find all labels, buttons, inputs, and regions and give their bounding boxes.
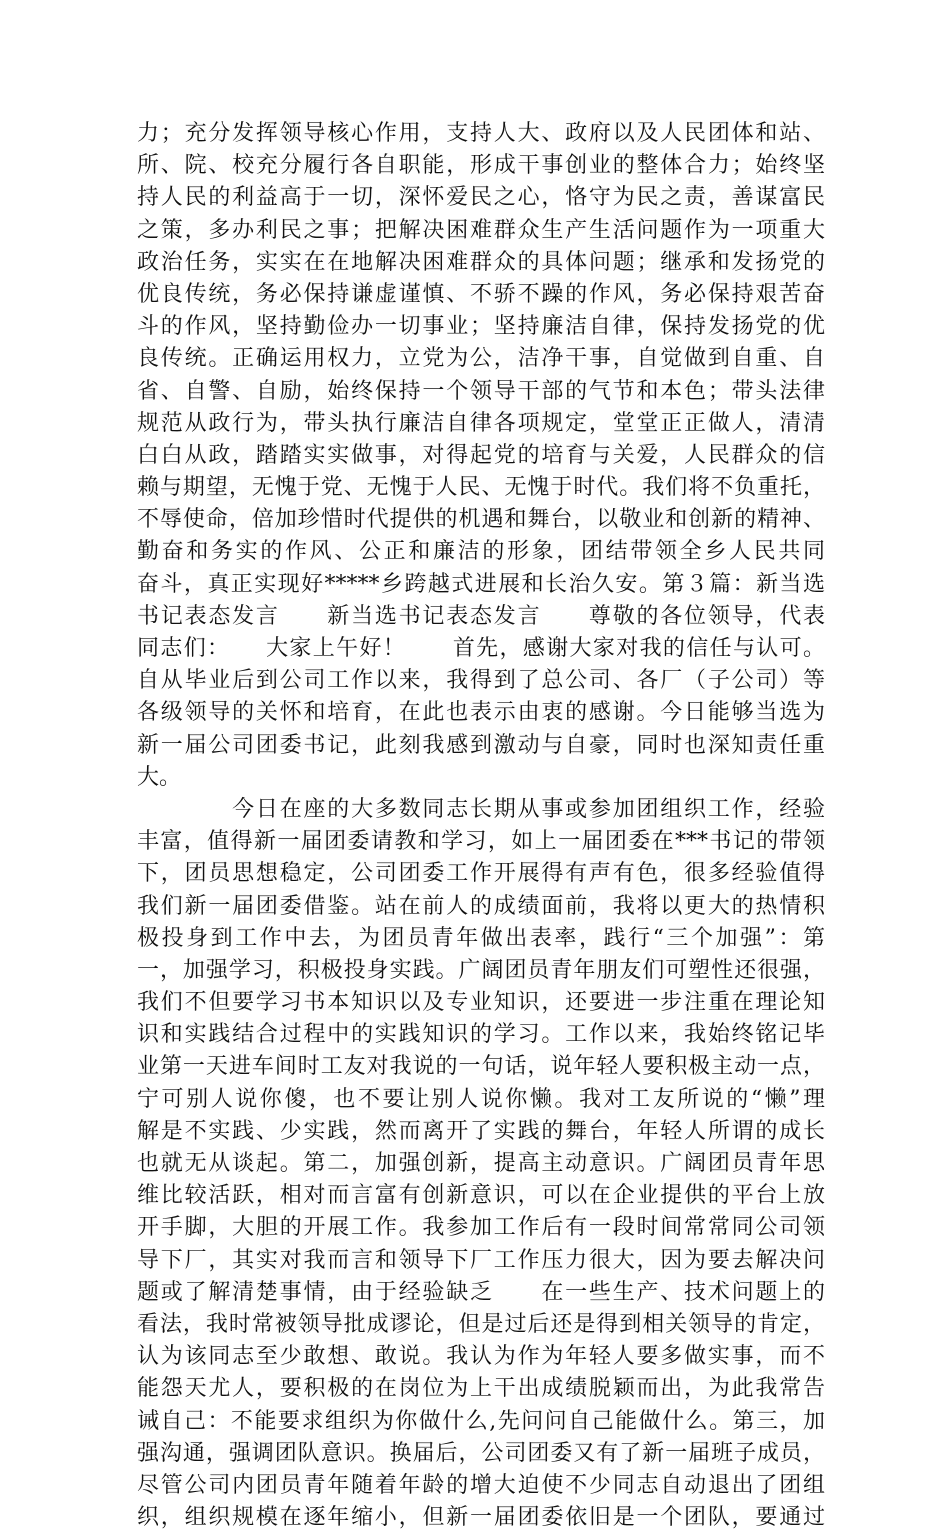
text-line: 今日在座的大多数同志长期从事或参加团组织工作，经验	[137, 796, 825, 822]
text-line: 维比较活跃，相对而言富有创新意识，可以在企业提供的平台上放	[137, 1183, 825, 1209]
text-line: 良传统。正确运用权力，立党为公，洁净干事，自觉做到自重、自	[137, 346, 825, 372]
text-line: 各级领导的关怀和培育，在此也表示由衷的感谢。今日能够当选为	[137, 700, 825, 726]
text-line: 力；充分发挥领导核心作用，支持人大、政府以及人民团体和站、	[137, 121, 825, 146]
text-line: 一，加强学习，积极投身实践。广阔团员青年朋友们可塑性还很强，	[137, 957, 825, 983]
text-line: 解是不实践、少实践，然而离开了实践的舞台，年轻人所谓的成长	[137, 1118, 825, 1144]
text-line: 织，组织规模在逐年缩小，但新一届团委依旧是一个团队，要通过	[137, 1505, 825, 1531]
text-line: 书记表态发言 新当选书记表态发言 尊敬的各位领导，代表	[137, 603, 825, 629]
text-line: 宁可别人说你傻，也不要让别人说你懒。我对工友所说的“懒”理	[137, 1086, 825, 1112]
text-line: 持人民的利益高于一切，深怀爱民之心，恪守为民之责，善谋富民	[137, 185, 825, 211]
text-line: 强沟通，强调团队意识。换届后，公司团委又有了新一届班子成员，	[137, 1440, 825, 1466]
text-line: 不辱使命，倍加珍惜时代提供的机遇和舞台，以敬业和创新的精神、	[137, 507, 825, 533]
text-line: 诫自己：不能要求组织为你做什么,先问问自己能做什么。第三，加	[137, 1408, 825, 1434]
text-line: 导下厂，其实对我而言和领导下厂工作压力很大，因为要去解决问	[137, 1247, 825, 1273]
text-line: 同志们： 大家上午好！ 首先，感谢大家对我的信任与认可。	[137, 636, 825, 661]
text-line: 尽管公司内团员青年随着年龄的增大迫使不少同志自动退出了团组	[137, 1472, 825, 1498]
text-line: 丰富，值得新一届团委请教和学习，如上一届团委在***书记的带领	[137, 829, 825, 855]
text-line: 看法，我时常被领导批成谬论，但是过后还是得到相关领导的肯定，	[137, 1311, 825, 1337]
text-line: 优良传统，务必保持谦虚谨慎、不骄不躁的作风，务必保持艰苦奋	[137, 281, 825, 307]
text-line: 开手脚，大胆的开展工作。我参加工作后有一段时间常常同公司领	[137, 1215, 825, 1241]
text-line: 赖与期望，无愧于党、无愧于人民、无愧于时代。我们将不负重托，	[137, 475, 825, 501]
text-line: 我们新一届团委借鉴。站在前人的成绩面前，我将以更大的热情积	[137, 893, 825, 919]
text-line: 也就无从谈起。第二，加强创新，提高主动意识。广阔团员青年思	[137, 1151, 825, 1176]
text-line: 新一届公司团委书记，此刻我感到激动与自豪，同时也深知责任重	[137, 732, 825, 758]
body-text	[137, 118, 825, 1534]
text-line: 斗的作风，坚持勤俭办一切事业；坚持廉洁自律，保持发扬党的优	[137, 314, 825, 340]
text-line: 自从毕业后到公司工作以来，我得到了总公司、各厂（子公司）等	[137, 668, 825, 694]
text-line: 认为该同志至少敢想、敢说。我认为作为年轻人要多做实事，而不	[137, 1344, 825, 1370]
text-line: 下，团员思想稳定，公司团委工作开展得有声有色，很多经验值得	[137, 861, 825, 887]
text-line: 题或了解清楚事情，由于经验缺乏 在一些生产、技术问题上的	[137, 1279, 825, 1305]
text-line: 政治任务，实实在在地解决困难群众的具体问题；继承和发扬党的	[137, 249, 825, 275]
text-line: 我们不但要学习书本知识以及专业知识，还要进一步注重在理论知	[137, 990, 825, 1016]
text-line: 业第一天进车间时工友对我说的一句话，说年轻人要积极主动一点，	[137, 1054, 825, 1080]
text-line: 能怨天尤人，要积极的在岗位为上干出成绩脱颖而出，为此我常告	[137, 1376, 825, 1402]
text-line: 省、自警、自励，始终保持一个领导干部的气节和本色；带头法律	[137, 378, 825, 404]
text-line: 奋斗，真正实现好*****乡跨越式进展和长治久安。第３篇：新当选	[137, 571, 825, 597]
text-line: 规范从政行为，带头执行廉洁自律各项规定，堂堂正正做人，清清	[137, 410, 825, 436]
text-line: 极投身到工作中去，为团员青年做出表率，践行“三个加强”：第	[137, 925, 825, 951]
text-line: 勤奋和务实的作风、公正和廉洁的形象，团结带领全乡人民共同	[137, 539, 825, 565]
text-line: 大。	[137, 764, 182, 790]
text-line: 白白从政，踏踏实实做事，对得起党的培育与关爱，人民群众的信	[137, 442, 825, 468]
text-line: 识和实践结合过程中的实践知识的学习。工作以来，我始终铭记毕	[137, 1022, 825, 1048]
text-line: 之策，多办利民之事；把解决困难群众生产生活问题作为一项重大	[137, 217, 825, 243]
text-line: 所、院、校充分履行各自职能，形成干事创业的整体合力；始终坚	[137, 153, 825, 179]
